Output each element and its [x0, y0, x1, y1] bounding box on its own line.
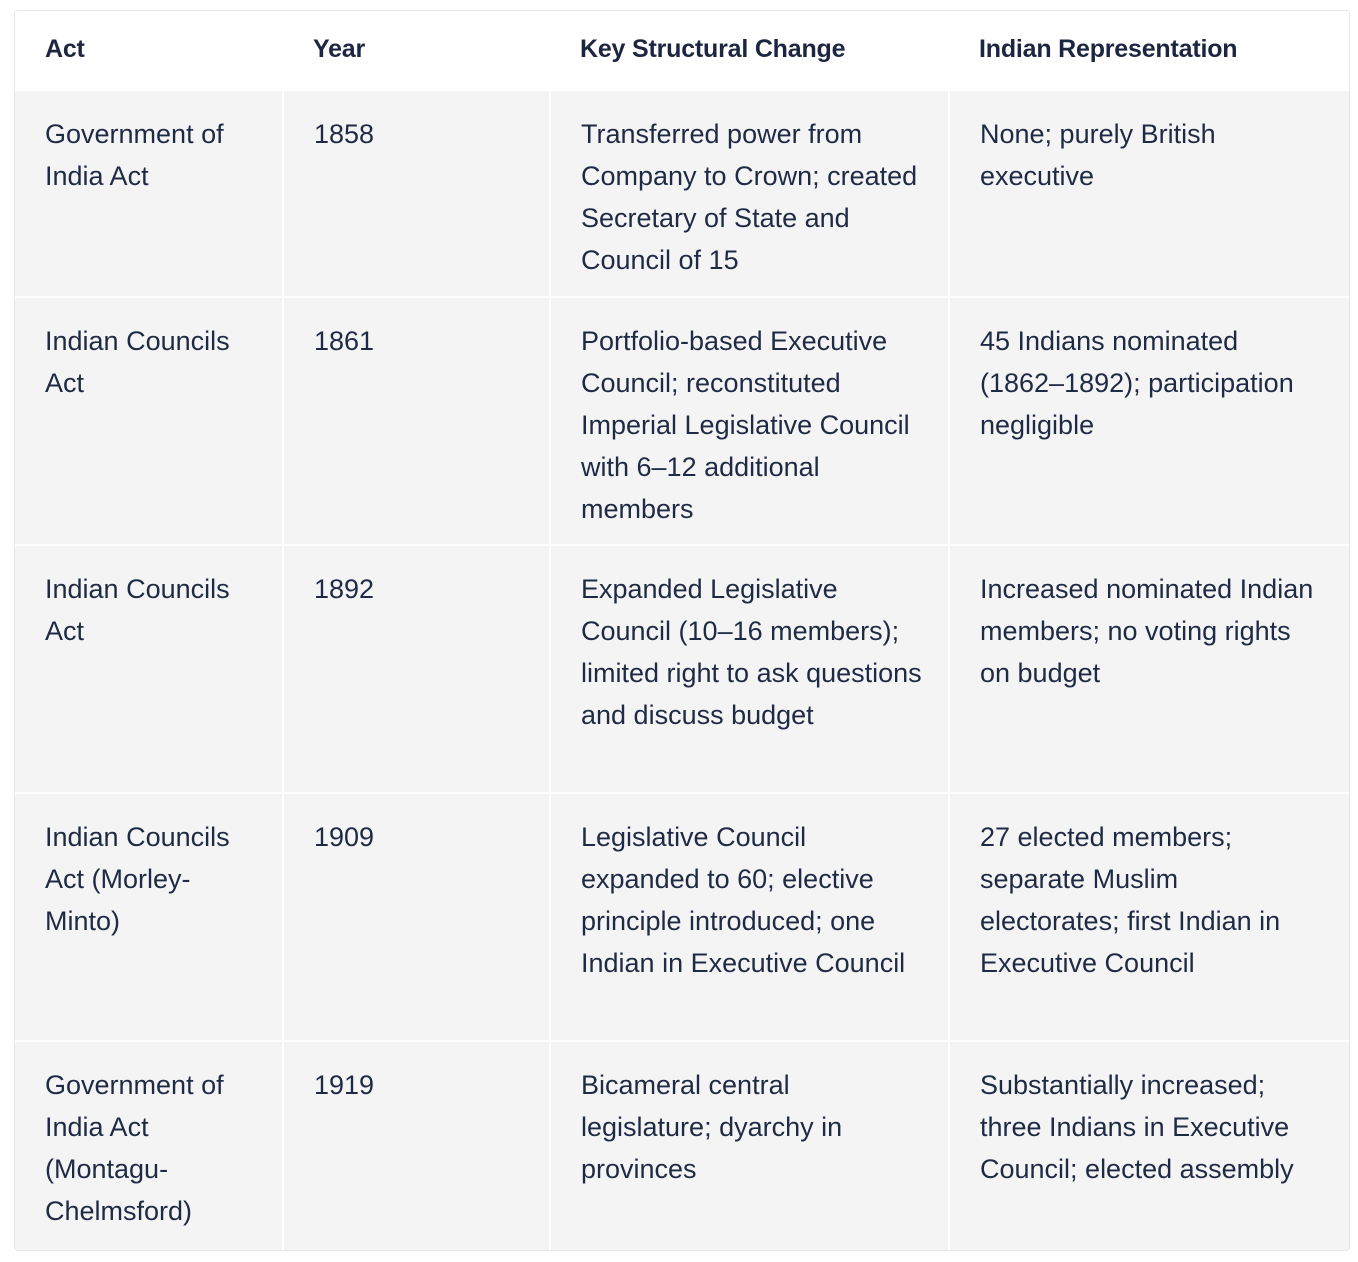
cell-year: 1919 — [283, 1041, 550, 1250]
column-header-key-structural-change: Key Structural Change — [550, 11, 949, 91]
cell-act: Indian Councils Act (Morley-Minto) — [15, 793, 283, 1041]
table-row — [15, 793, 1349, 1041]
cell-year: 1858 — [283, 91, 550, 297]
cell-indian-representation: 27 elected members; separate Muslim electorates; first Indian in Executive Council — [949, 793, 1349, 1041]
cell-indian-representation: 45 Indians nominated (1862–1892); participation negligible — [949, 297, 1349, 545]
cell-year: 1909 — [283, 793, 550, 1041]
cell-key-structural-change: Bicameral central legislature; dyarchy in provinces — [550, 1041, 949, 1250]
table-row — [15, 545, 1349, 793]
cell-key-structural-change: Transferred power from Company to Crown; created Secretary of State and Council of 15 — [550, 91, 949, 297]
cell-indian-representation: Increased nominated Indian members; no voting rights on budget — [949, 545, 1349, 793]
column-header-indian-representation: Indian Representation — [949, 11, 1349, 91]
cell-indian-representation: Substantially increased; three Indians in Executive Council; elected assembly — [949, 1041, 1349, 1250]
acts-table — [15, 11, 1349, 1250]
column-header-year: Year — [283, 11, 550, 91]
column-header-act: Act — [15, 11, 283, 91]
cell-act: Indian Councils Act — [15, 545, 283, 793]
table-row — [15, 1041, 1349, 1250]
table-row — [15, 91, 1349, 297]
data-table-container — [14, 10, 1350, 1251]
table-row — [15, 297, 1349, 545]
cell-year: 1892 — [283, 545, 550, 793]
cell-key-structural-change: Expanded Legislative Council (10–16 members); limited right to ask questions and discuss budget — [550, 545, 949, 793]
cell-act: Government of India Act (Montagu-Chelmsford) — [15, 1041, 283, 1250]
cell-key-structural-change: Portfolio-based Executive Council; reconstituted Imperial Legislative Council with 6–12 additional members — [550, 297, 949, 545]
table-header — [15, 11, 1349, 91]
header-row — [15, 11, 1349, 91]
cell-indian-representation: None; purely British executive — [949, 91, 1349, 297]
cell-year: 1861 — [283, 297, 550, 545]
cell-act: Indian Councils Act — [15, 297, 283, 545]
table-body — [15, 91, 1349, 1250]
cell-act: Government of India Act — [15, 91, 283, 297]
cell-key-structural-change: Legislative Council expanded to 60; elective principle introduced; one Indian in Executive Council — [550, 793, 949, 1041]
